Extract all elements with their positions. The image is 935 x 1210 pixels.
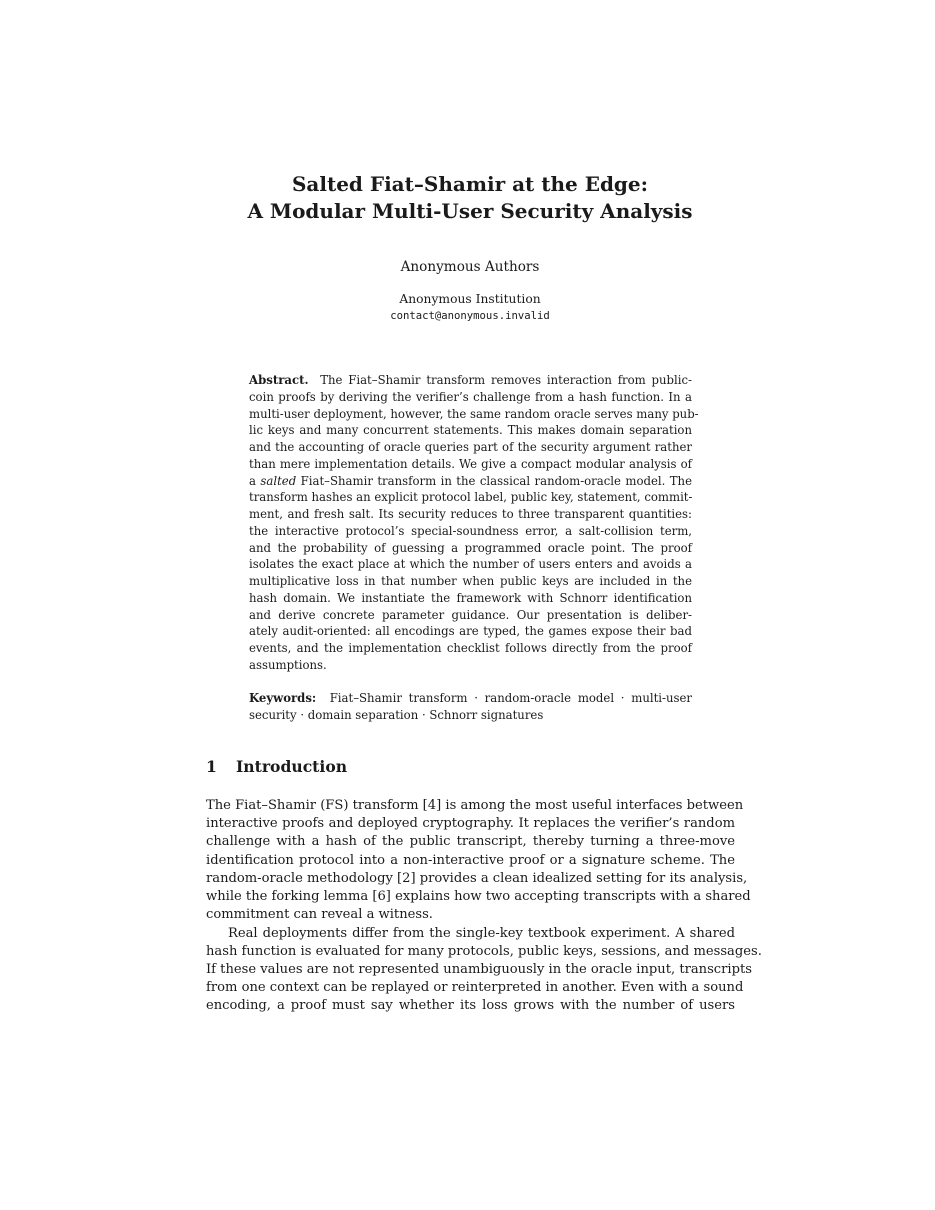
abstract-line: and the accounting of oracle queries part of the security argument rather (249, 440, 692, 455)
section-heading (206, 757, 347, 777)
abstract-label: Abstract. (249, 373, 309, 387)
body-line: commitment can reveal a witness. (206, 907, 433, 923)
abstract-line: and derive concrete parameter guidance. Our presentation is deliber- (249, 607, 692, 622)
abstract-line: transform hashes an explicit protocol label, public key, statement, commit- (249, 490, 693, 505)
abstract-line: multi-user deployment, however, the same random oracle serves many pub- (249, 406, 699, 421)
body-line: identification protocol into a non-interactive proof or a signature scheme. The (206, 852, 735, 868)
title-line-2: A Modular Multi-User Security Analysis (247, 199, 693, 223)
section-number: 1 (206, 757, 217, 776)
abstract-line: the interactive protocol’s special-soundness error, a salt-collision term, (249, 523, 692, 538)
body-line: while the forking lemma [6] explains how two accepting transcripts with a shared (206, 889, 751, 905)
body-line: If these values are not represented unambiguously in the oracle input, transcripts (206, 961, 752, 977)
contact-email: contact@anonymous.invalid (390, 310, 550, 322)
keywords (249, 690, 692, 724)
abstract-line: coin proofs by deriving the verifier’s challenge from a hash function. In a (249, 389, 692, 404)
abstract-line: than mere implementation details. We give a compact modular analysis of (249, 456, 692, 471)
abstract-line: multiplicative loss in that number when public keys are included in the (249, 574, 692, 589)
abstract-line: ately audit-oriented: all encodings are typed, the games expose their bad (249, 624, 692, 639)
body-line: random-oracle methodology [2] provides a clean idealized setting for its analysis, (206, 870, 748, 886)
abstract-line: assumptions. (249, 658, 327, 673)
abstract-line: isolates the exact place at which the number of users enters and avoids a (249, 557, 692, 572)
abstract-line: hash domain. We instantiate the framework with Schnorr identification (249, 590, 692, 605)
abstract-line: Abstract. The Fiat–Shamir transform removes interaction from public- (249, 373, 692, 387)
authors: Anonymous Authors (400, 259, 540, 275)
body-line: encoding, a proof must say whether its loss grows with the number of users (206, 998, 735, 1014)
title-line-1: Salted Fiat–Shamir at the Edge: (291, 172, 649, 196)
body-line: challenge with a hash of the public transcript, thereby turning a three-move (206, 834, 735, 850)
body-line: hash function is evaluated for many protocols, public keys, sessions, and messages. (206, 943, 762, 959)
keywords-label: Keywords: (249, 691, 317, 705)
body-line: Real deployments differ from the single-key textbook experiment. A shared (228, 925, 735, 941)
keywords-line: Keywords: Fiat–Shamir transform · random-oracle model · multi-user (249, 691, 693, 705)
abstract (249, 372, 699, 674)
body-line: from one context can be replayed or reinterpreted in another. Even with a sound (206, 980, 744, 996)
abstract-line: and the probability of guessing a programmed oracle point. The proof (249, 540, 692, 555)
institution: Anonymous Institution (399, 292, 541, 306)
body-line: The Fiat–Shamir (FS) transform [4] is among the most useful interfaces between (206, 798, 744, 813)
body-text (206, 797, 762, 1016)
abstract-line: lic keys and many concurrent statements. This makes domain separation (249, 423, 692, 438)
keywords-line: security · domain separation · Schnorr signatures (249, 708, 544, 722)
section-title: Introduction (236, 757, 348, 776)
abstract-line: events, and the implementation checklist follows directly from the proof (249, 641, 692, 656)
paper-title (150, 171, 790, 225)
body-line: interactive proofs and deployed cryptography. It replaces the verifier’s random (206, 816, 735, 832)
emphasis-salted: salted (260, 473, 297, 488)
abstract-line: a salted Fiat–Shamir transform in the classical random-oracle model. The (249, 473, 693, 488)
abstract-line: ment, and fresh salt. Its security reduces to three transparent quantities: (249, 507, 692, 522)
